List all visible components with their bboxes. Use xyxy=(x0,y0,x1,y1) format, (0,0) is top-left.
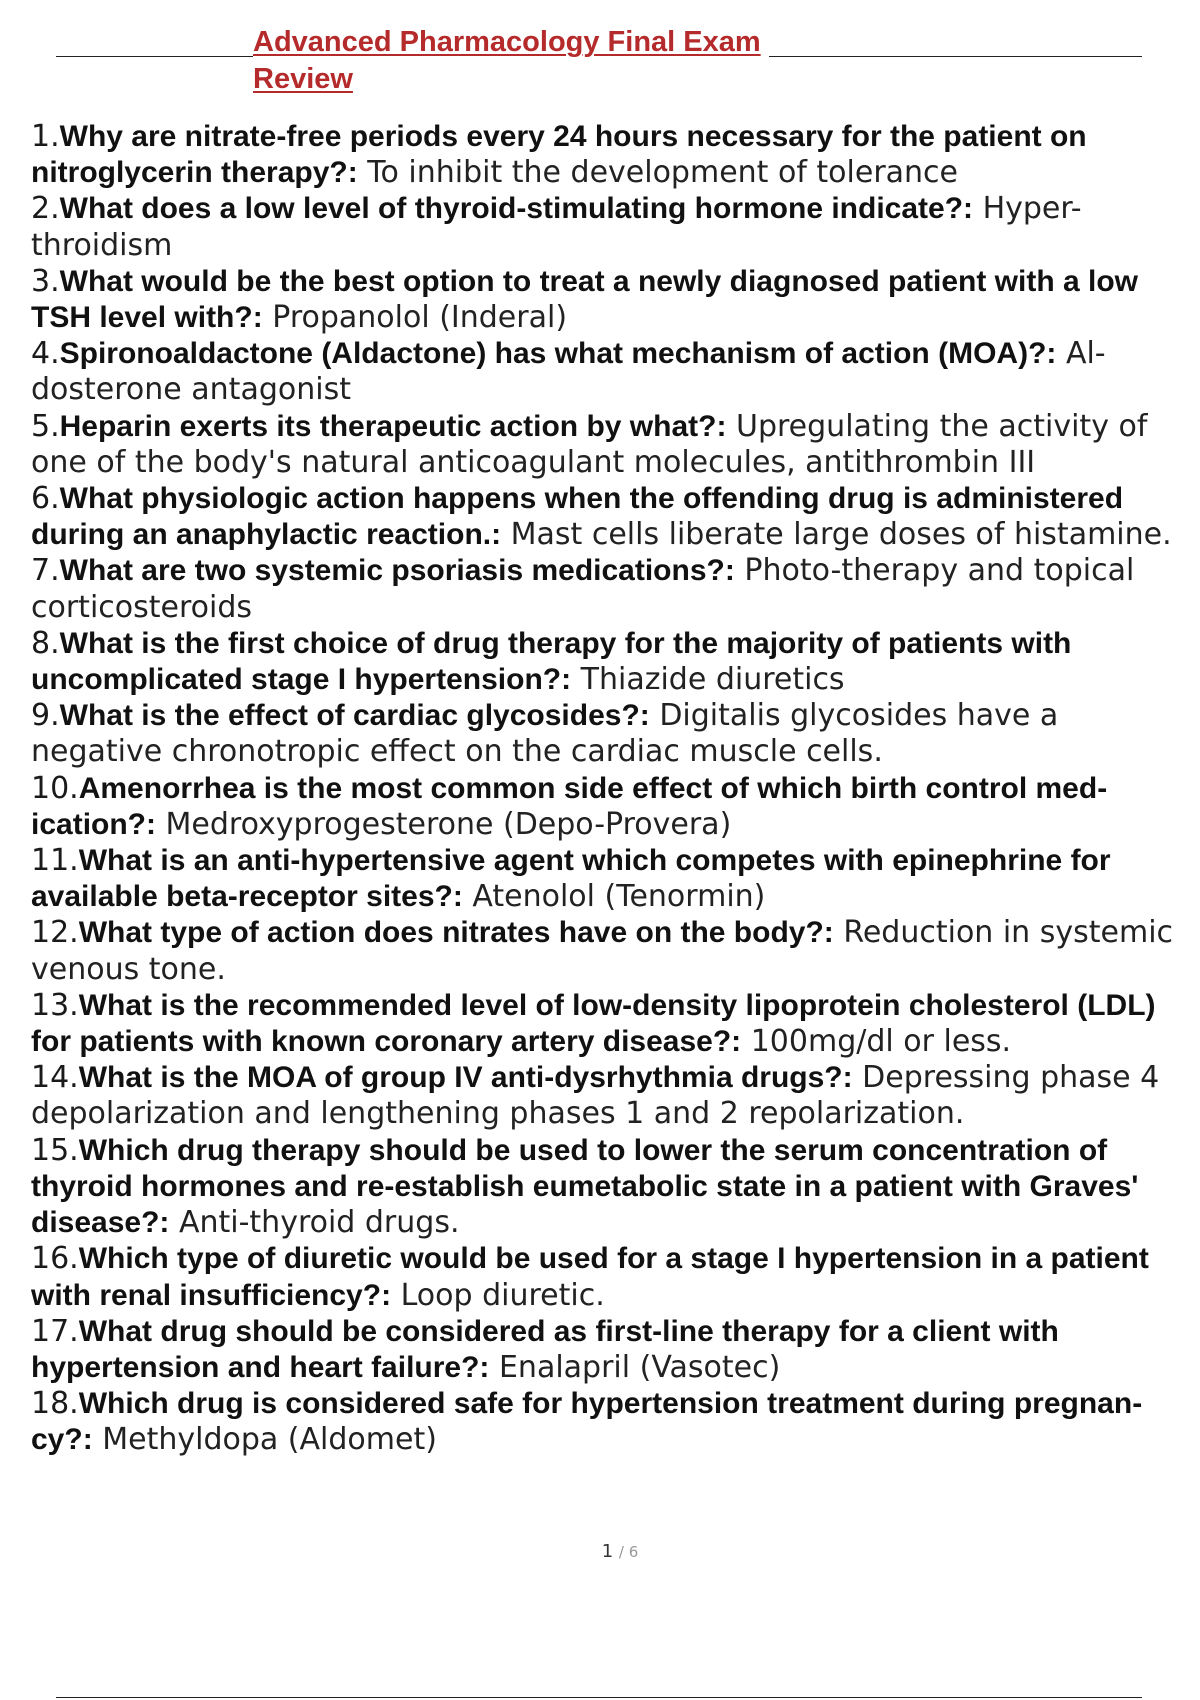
answer-text: 100mg/dl or less. xyxy=(750,1024,1012,1060)
question-text: What would be the best option to treat a newly diagnosed patient with a low TSH level with?: xyxy=(31,264,1138,335)
question-item xyxy=(31,264,1191,336)
answer-text: To inhibit the development of tolerance xyxy=(367,155,959,191)
answer-text: Methyldopa (Aldomet) xyxy=(102,1422,437,1458)
question-text: What drug should be considered as first-line therapy for a client with hypertension and heart failure?: xyxy=(31,1314,1059,1384)
answer-text: Photo-therapy and topical corticosteroids xyxy=(31,553,1135,625)
question-item xyxy=(31,1314,1191,1386)
question-number: 4. xyxy=(31,336,60,372)
question-item xyxy=(31,1241,1191,1313)
question-text: Heparin exerts its therapeutic action by what?: xyxy=(59,409,727,443)
answer-text: Propanolol (Inderal) xyxy=(272,300,568,336)
question-number: 14. xyxy=(31,1060,79,1096)
footer-rule xyxy=(56,1697,1142,1698)
question-number: 1. xyxy=(31,119,60,154)
question-number: 5. xyxy=(31,408,60,444)
question-item xyxy=(31,1060,1191,1132)
answer-text: Mast cells liberate large doses of histamine. xyxy=(510,517,1172,553)
question-text: What is the effect of cardiac glycosides?: xyxy=(59,699,650,733)
question-number: 10. xyxy=(31,770,79,806)
question-item xyxy=(31,698,1191,770)
answer-text: Thiazide diuretics xyxy=(580,662,845,698)
question-number: 3. xyxy=(31,263,60,299)
question-text: Why are nitrate-free periods every 24 hours necessary for the patient on nitroglycerin therapy?: xyxy=(31,120,1087,190)
question-text: Which type of diuretic would be used for a stage I hypertension in a patient with renal insufficiency?: xyxy=(31,1242,1149,1312)
page-total: / 6 xyxy=(618,1543,639,1561)
question-text: Spironoaldactone (Aldactone) has what mechanism of action (MOA)?: xyxy=(59,337,1057,371)
question-number: 15. xyxy=(31,1132,79,1168)
question-number: 12. xyxy=(31,915,79,951)
question-item xyxy=(31,843,1191,915)
question-list xyxy=(31,119,1191,1459)
question-item xyxy=(31,481,1191,553)
question-number: 13. xyxy=(31,987,79,1023)
question-item xyxy=(31,915,1191,987)
answer-text: Atenolol (Tenormin) xyxy=(472,879,766,915)
page-indicator xyxy=(0,1541,1200,1562)
question-text: Amenorrhea is the most common side effect of which birth control med- ication?: xyxy=(31,771,1108,841)
answer-text: Reduction in systemic venous tone. xyxy=(31,915,1174,987)
question-text: What physiologic action happens when the offending drug is administered during an anaphylactic reaction.: xyxy=(31,482,1124,552)
question-number: 7. xyxy=(31,553,60,589)
question-text: What does a low level of thyroid-stimulating hormone indicate?: xyxy=(59,192,974,226)
answer-text: Upregulating the activity of one of the body's natural anticoagulant molecules, antithrombin III xyxy=(31,408,1148,480)
question-item xyxy=(31,409,1191,481)
question-text: Which drug therapy should be used to lower the serum concentration of thyroid hormones and re-establish eumetabolic state in a patient with Graves' disease?: xyxy=(31,1133,1139,1240)
question-item xyxy=(31,191,1191,263)
answer-text: Depressing phase 4 depolarization and lengthening phases 1 and 2 repolarization. xyxy=(31,1060,1160,1132)
question-text: Which drug is considered safe for hypertension treatment during pregnan- cy?: xyxy=(31,1387,1143,1457)
answer-text: Medroxyprogesterone (Depo-Provera) xyxy=(165,806,732,842)
answer-text: Anti-thyroid drugs. xyxy=(178,1205,460,1241)
title-line-1: Advanced Pharmacology Final Exam xyxy=(253,26,761,58)
question-text: What type of action does nitrates have on the body?: xyxy=(78,916,834,950)
answer-text: Digitalis glycosides have a negative chronotropic effect on the cardiac muscle cells. xyxy=(31,698,1059,770)
answer-text: Al- dosterone antagonist xyxy=(31,336,1106,408)
answer-text: Loop diuretic. xyxy=(400,1277,605,1313)
question-item xyxy=(31,771,1191,843)
question-number: 17. xyxy=(31,1313,79,1349)
question-number: 16. xyxy=(31,1241,79,1277)
question-item xyxy=(31,626,1191,698)
question-item xyxy=(31,988,1191,1060)
question-number: 9. xyxy=(31,698,60,734)
question-item xyxy=(31,1133,1191,1242)
question-text: What is the first choice of drug therapy for the majority of patients with uncomplicated stage I hypertension?: xyxy=(31,626,1072,697)
question-number: 18. xyxy=(31,1386,79,1422)
question-number: 11. xyxy=(31,843,79,879)
title-line-2: Review xyxy=(253,63,353,95)
question-number: 8. xyxy=(31,625,60,661)
document-title xyxy=(253,24,769,98)
question-number: 2. xyxy=(31,191,60,227)
question-item xyxy=(31,553,1191,625)
question-item xyxy=(31,1386,1191,1458)
question-item xyxy=(31,336,1191,408)
question-text: What is an anti-hypertensive agent which competes with epinephrine for available beta-receptor sites?: xyxy=(31,844,1111,914)
question-text: What is the MOA of group IV anti-dysrhythmia drugs?: xyxy=(78,1061,853,1095)
question-number: 6. xyxy=(31,481,60,517)
answer-text: Enalapril (Vasotec) xyxy=(498,1349,781,1385)
question-text: What are two systemic psoriasis medications?: xyxy=(59,554,735,588)
page-current: 1 xyxy=(601,1541,614,1562)
answer-text: Hyper- throidism xyxy=(31,191,1082,263)
question-item xyxy=(31,119,1191,191)
question-text: What is the recommended level of low-density lipoprotein cholesterol (LDL) for patients with known coronary artery disease?: xyxy=(31,988,1156,1059)
